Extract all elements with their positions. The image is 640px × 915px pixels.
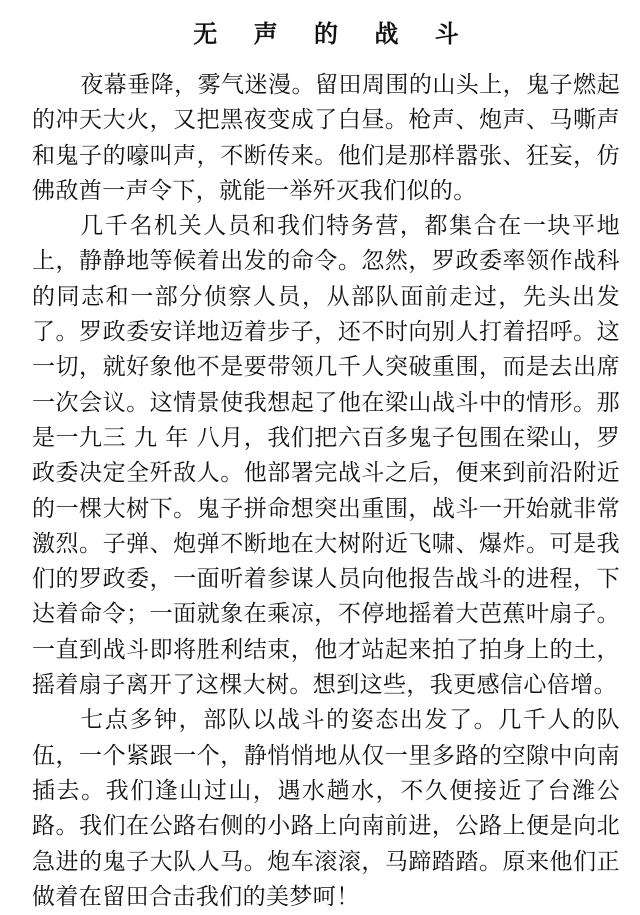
paragraph-2: 几千名机关人员和我们特务营，都集合在一块平地上，静静地等候着出发的命令。忽然，罗政委率领作战科的同志和一部分侦察人员，从部队面前走过，先头出发了。罗政委安详地迈着步子，还不时向别人打着招呼。这一切，就好象他不是要带领几千人突破重围，而是去出席一次会议。这情景使我想起了他在梁山战斗中的情形。那是一九三 九 年 八月，我们把六百多鬼子包围在梁山，罗政委决定全歼敌人。他部署完战斗之后，便来到前沿附近的一棵大树下。鬼子拼命想突出重围，战斗一开始就非常激烈。子弹、炮弹不断地在大树附近飞啸、爆炸。可是我们的罗政委，一面听着参谋人员向他报告战斗的进程，下达着命令；一面就象在乘凉，不停地摇着大芭蕉叶扇子。一直到战斗即将胜利结束，他才站起来拍了拍身上的土，摇着扇子离开了这棵大树。想到这些，我更感信心倍增。 <box>32 213 620 699</box>
paragraph-3: 七点多钟，部队以战斗的姿态出发了。几千人的队伍，一个紧跟一个，静悄悄地从仅一里多路的空隙中向南插去。我们逢山过山，遇水趟水，不久便接近了台潍公路。我们在公路右侧的小路上向南前进，公路上便是向北急进的鬼子大队人马。炮车滚滚，马蹄踏踏。原来他们正做着在留田合击我们的美梦呵！ <box>32 707 620 910</box>
document-title: 无 声 的 战 斗 <box>193 19 473 48</box>
paragraph-1: 夜幕垂降，雾气迷漫。留田周围的山头上，鬼子燃起的冲天大火，又把黑夜变成了白昼。枪声、炮声、马嘶声和鬼子的嚎叫声，不断传来。他们是那样嚣张、狂妄，仿佛敌酋一声令下，就能一举歼灭我们似的。 <box>32 72 620 204</box>
